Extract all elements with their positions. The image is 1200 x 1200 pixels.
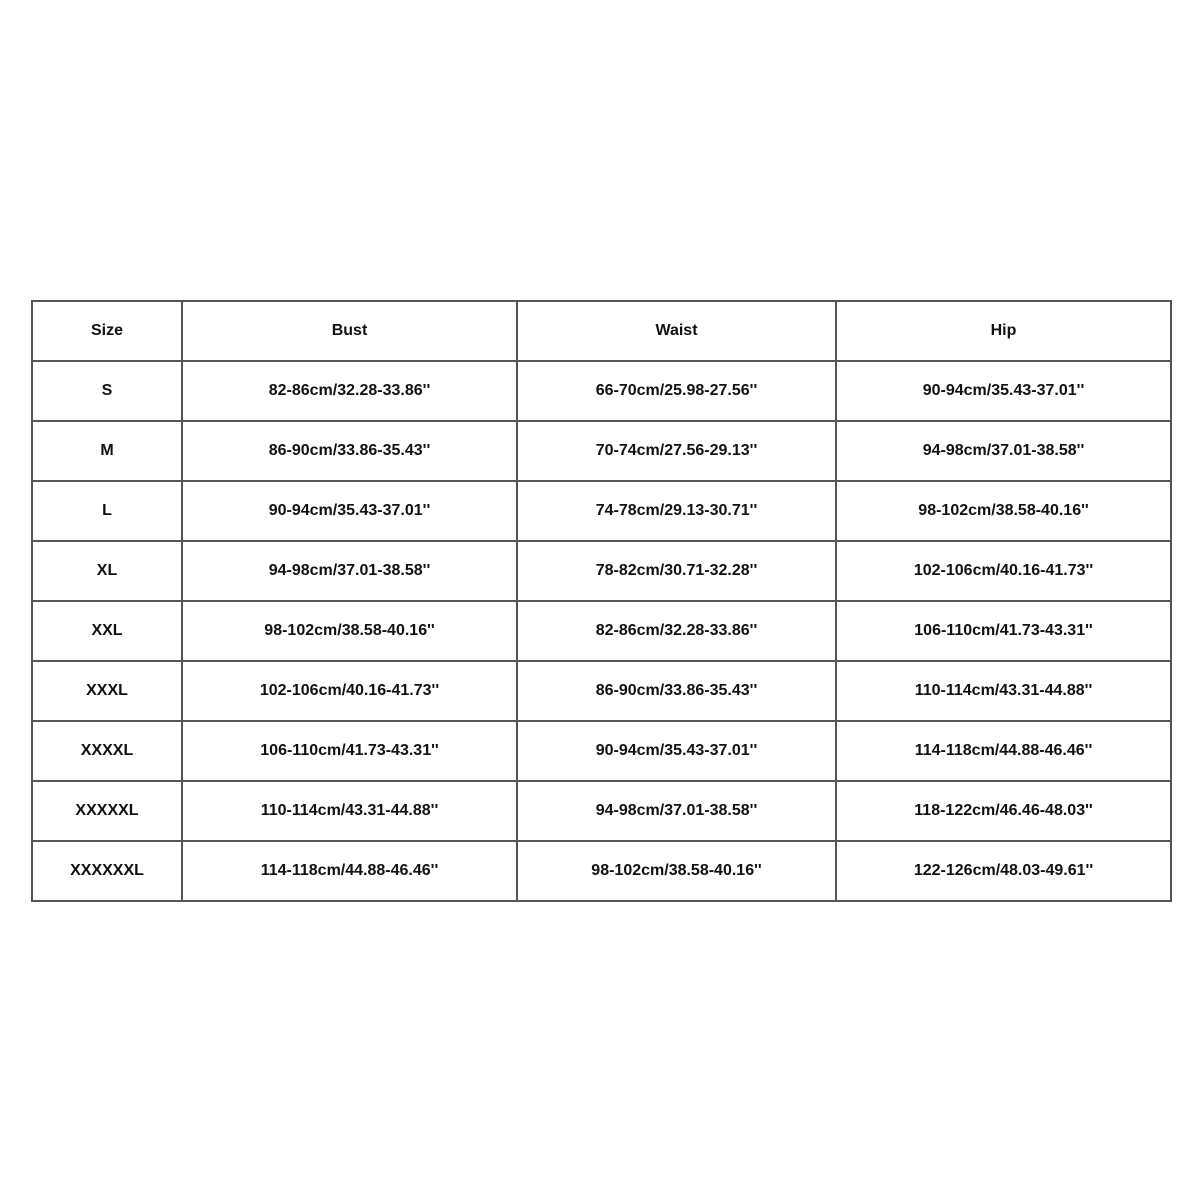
header-size: Size [32,301,182,361]
bust-cell: 82-86cm/32.28-33.86'' [182,361,517,421]
hip-cell: 102-106cm/40.16-41.73'' [836,541,1171,601]
bust-cell: 102-106cm/40.16-41.73'' [182,661,517,721]
hip-cell: 90-94cm/35.43-37.01'' [836,361,1171,421]
table-row [32,421,1171,481]
header-row [32,301,1171,361]
table-row [32,721,1171,781]
hip-cell: 118-122cm/46.46-48.03'' [836,781,1171,841]
table-row [32,781,1171,841]
table-row [32,601,1171,661]
header-hip: Hip [836,301,1171,361]
hip-cell: 122-126cm/48.03-49.61'' [836,841,1171,901]
size-cell: XL [32,541,182,601]
bust-cell: 114-118cm/44.88-46.46'' [182,841,517,901]
table-row [32,541,1171,601]
size-cell: XXXXL [32,721,182,781]
waist-cell: 70-74cm/27.56-29.13'' [517,421,836,481]
bust-cell: 90-94cm/35.43-37.01'' [182,481,517,541]
waist-cell: 66-70cm/25.98-27.56'' [517,361,836,421]
bust-cell: 106-110cm/41.73-43.31'' [182,721,517,781]
waist-cell: 94-98cm/37.01-38.58'' [517,781,836,841]
table-row [32,361,1171,421]
hip-cell: 106-110cm/41.73-43.31'' [836,601,1171,661]
waist-cell: 86-90cm/33.86-35.43'' [517,661,836,721]
table-row [32,481,1171,541]
bust-cell: 94-98cm/37.01-38.58'' [182,541,517,601]
table-row [32,661,1171,721]
hip-cell: 94-98cm/37.01-38.58'' [836,421,1171,481]
size-cell: L [32,481,182,541]
bust-cell: 98-102cm/38.58-40.16'' [182,601,517,661]
size-cell: M [32,421,182,481]
header-bust: Bust [182,301,517,361]
bust-cell: 110-114cm/43.31-44.88'' [182,781,517,841]
size-cell: XXXXXL [32,781,182,841]
bust-cell: 86-90cm/33.86-35.43'' [182,421,517,481]
waist-cell: 82-86cm/32.28-33.86'' [517,601,836,661]
size-chart-table [31,300,1172,902]
size-cell: XXXL [32,661,182,721]
waist-cell: 74-78cm/29.13-30.71'' [517,481,836,541]
hip-cell: 114-118cm/44.88-46.46'' [836,721,1171,781]
header-waist: Waist [517,301,836,361]
hip-cell: 98-102cm/38.58-40.16'' [836,481,1171,541]
waist-cell: 78-82cm/30.71-32.28'' [517,541,836,601]
waist-cell: 98-102cm/38.58-40.16'' [517,841,836,901]
hip-cell: 110-114cm/43.31-44.88'' [836,661,1171,721]
waist-cell: 90-94cm/35.43-37.01'' [517,721,836,781]
size-cell: XXL [32,601,182,661]
size-cell: XXXXXXL [32,841,182,901]
size-cell: S [32,361,182,421]
table-row [32,841,1171,901]
